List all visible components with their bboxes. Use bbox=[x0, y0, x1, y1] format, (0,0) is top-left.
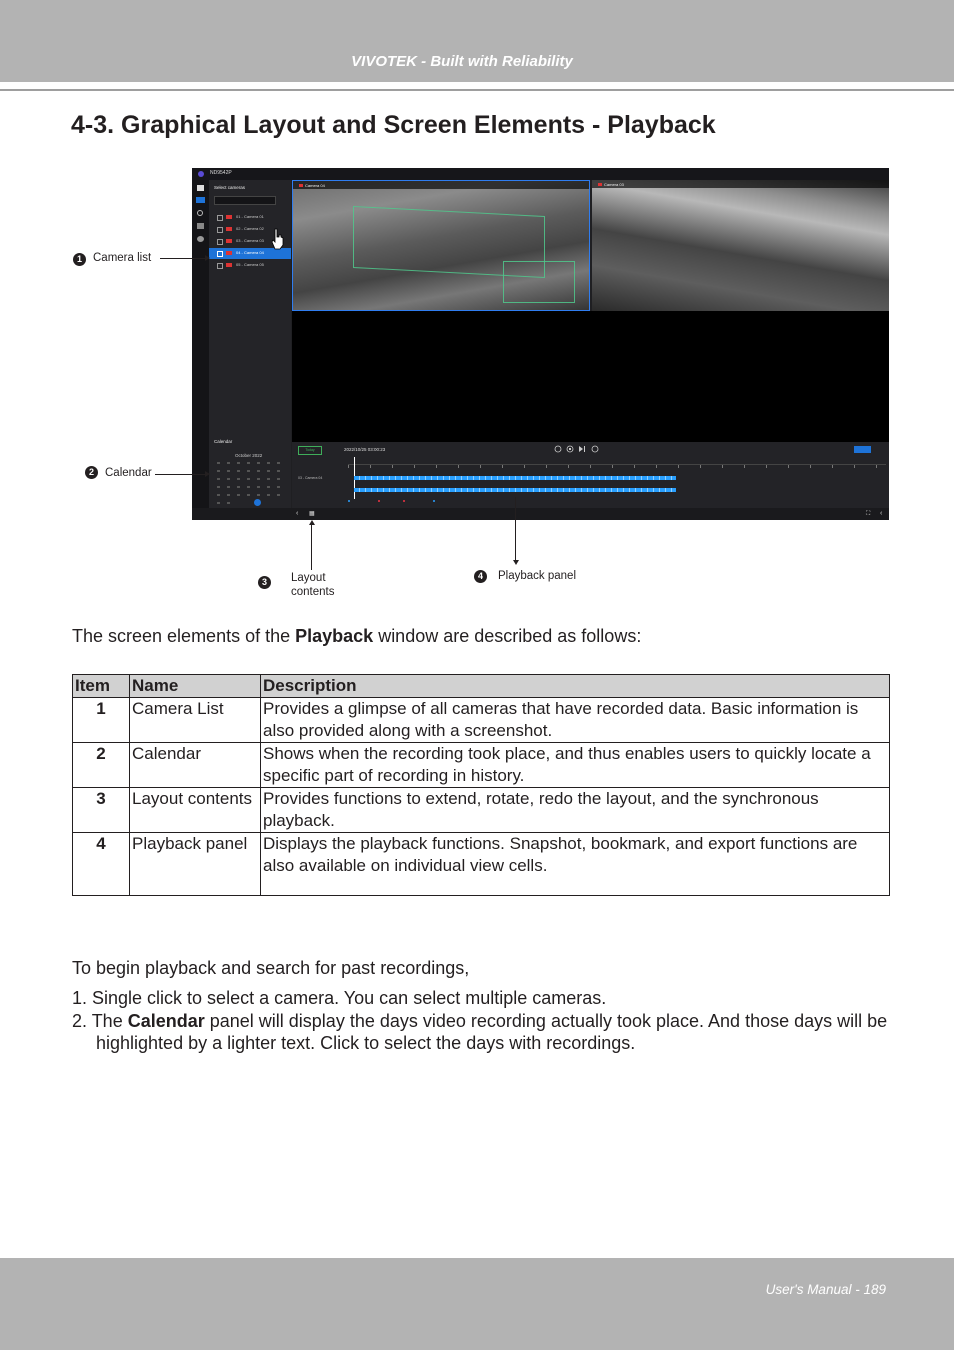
callout-number-1: 1 bbox=[73, 253, 86, 266]
app-topbar bbox=[192, 168, 889, 180]
camera-icon bbox=[226, 215, 232, 219]
header-brand: VIVOTEK - Built with Reliability bbox=[351, 53, 573, 70]
calendar-month: October 2022 bbox=[235, 453, 263, 458]
table-row bbox=[73, 743, 890, 788]
timeline-legend bbox=[348, 500, 548, 504]
callout-number-3: 3 bbox=[258, 576, 271, 589]
callout-label-layout bbox=[291, 571, 334, 599]
callout-label-layout-line2: contents bbox=[291, 586, 335, 598]
chevron-left-icon: ‹ bbox=[296, 510, 299, 517]
fullscreen-icon: ⛶ bbox=[866, 511, 871, 517]
today-button: Today bbox=[298, 446, 322, 455]
callout-label-calendar: Calendar bbox=[105, 467, 152, 479]
view-cell-1-title: Camera 04 bbox=[305, 182, 325, 188]
alarm-icon bbox=[197, 223, 204, 229]
intro-paragraph bbox=[72, 626, 641, 647]
page-footer bbox=[0, 1258, 954, 1350]
track-label: 03 - Camera 04 bbox=[298, 476, 323, 480]
playback-icon bbox=[196, 197, 205, 203]
camera-list-panel bbox=[209, 180, 291, 520]
left-icon-bar bbox=[192, 180, 209, 520]
page-header bbox=[0, 0, 954, 82]
row-item: 1 bbox=[73, 698, 130, 743]
step-2-text: 2. The bbox=[72, 1010, 128, 1031]
layout-grid-icon: ▦ bbox=[309, 511, 315, 517]
camera-checkbox bbox=[217, 239, 223, 245]
arrow-right-icon bbox=[205, 471, 210, 477]
calendar-grid bbox=[217, 462, 287, 512]
header-rule bbox=[0, 89, 954, 91]
step-2-bold: Calendar bbox=[127, 1010, 205, 1031]
export-button bbox=[854, 446, 871, 453]
camera-label: 02 - Camera 02 bbox=[236, 226, 264, 231]
camera-checkbox bbox=[217, 263, 223, 269]
row-description: Displays the playback functions. Snapshot, bookmark, and export functions are also available on individual view cells. bbox=[261, 833, 890, 896]
liveview-icon bbox=[197, 185, 204, 191]
playback-controls-icon bbox=[554, 445, 600, 453]
row-description: Provides functions to extend, rotate, redo the layout, and the synchronous playback. bbox=[261, 788, 890, 833]
header-description: Description bbox=[261, 675, 890, 698]
camera-icon bbox=[226, 227, 232, 231]
row-item: 4 bbox=[73, 833, 130, 896]
camera-label: 01 - Camera 01 bbox=[236, 214, 264, 219]
callout-label-camera-list: Camera list bbox=[93, 252, 152, 264]
callout-number-4: 4 bbox=[474, 570, 487, 583]
camera-icon bbox=[226, 239, 232, 243]
table-row bbox=[73, 698, 890, 743]
header-name: Name bbox=[130, 675, 261, 698]
step-2-text-end: panel will display the days video recording actually took place. And those days will be highlighted by a lighter text. Click to select the days with recordings. bbox=[96, 1010, 888, 1053]
section-title: 4-3. Graphical Layout and Screen Elements - Playback bbox=[71, 111, 716, 139]
view-cell-2-bar bbox=[592, 180, 889, 188]
camera-icon bbox=[226, 263, 232, 267]
view-cell-2 bbox=[592, 180, 889, 311]
camera-checkbox bbox=[217, 251, 223, 257]
hand-cursor-icon bbox=[271, 228, 285, 250]
camera-label: 03 - Camera 03 bbox=[236, 238, 264, 243]
select-cameras-title: Select cameras bbox=[214, 185, 246, 190]
layout-bar bbox=[192, 508, 889, 520]
footer-page-number: User's Manual - 189 bbox=[765, 1282, 886, 1297]
intro-bold: Playback bbox=[295, 626, 374, 646]
intro-text: The screen elements of the bbox=[72, 626, 296, 646]
search-icon bbox=[197, 210, 203, 216]
callout-line-4 bbox=[515, 497, 516, 561]
gear-icon bbox=[197, 236, 204, 242]
vivotek-logo-icon bbox=[198, 171, 204, 177]
detection-zone bbox=[503, 261, 575, 303]
step-1: 1. Single click to select a camera. You can select multiple cameras. bbox=[72, 988, 607, 1008]
row-name: Playback panel bbox=[130, 833, 261, 896]
calendar-selected-day bbox=[254, 499, 261, 506]
timeline-ruler bbox=[348, 464, 886, 471]
playback-time: 2022/10/25 03:00:23 bbox=[344, 447, 386, 452]
row-item: 3 bbox=[73, 788, 130, 833]
playback-screenshot bbox=[192, 168, 889, 520]
camera-label: 04 - Camera 04 bbox=[236, 250, 264, 255]
camera-row bbox=[209, 260, 291, 271]
chevron-left-icon: ‹ bbox=[880, 510, 883, 517]
callout-line-1 bbox=[160, 258, 206, 259]
row-description: Shows when the recording took place, and thus enables users to quickly locate a specific part of recording in history. bbox=[261, 743, 890, 788]
camera-row bbox=[209, 212, 291, 223]
playback-panel bbox=[292, 442, 889, 508]
arrow-down-icon bbox=[513, 560, 519, 565]
recording-track bbox=[354, 476, 676, 480]
camera-icon bbox=[226, 251, 232, 255]
step-2 bbox=[72, 1010, 892, 1055]
calendar-title: Calendar bbox=[214, 439, 233, 444]
device-name: ND9542P bbox=[210, 170, 232, 176]
elements-table bbox=[72, 674, 890, 896]
row-name: Layout contents bbox=[130, 788, 261, 833]
callout-line-2 bbox=[155, 474, 206, 475]
arrow-up-icon bbox=[309, 520, 315, 525]
callout-label-layout-line1: Layout bbox=[291, 572, 326, 584]
view-cell-1 bbox=[292, 180, 590, 311]
header-item: Item bbox=[73, 675, 130, 698]
callout-label-playback-panel: Playback panel bbox=[498, 570, 576, 582]
view-cell-2-title: Camera 03 bbox=[604, 181, 624, 187]
row-description: Provides a glimpse of all cameras that have recorded data. Basic information is also provided along with a screenshot. bbox=[261, 698, 890, 743]
camera-checkbox bbox=[217, 227, 223, 233]
camera-checkbox bbox=[217, 215, 223, 221]
row-item: 2 bbox=[73, 743, 130, 788]
empty-view-area bbox=[292, 311, 889, 442]
table-row bbox=[73, 833, 890, 896]
intro-text-end: window are described as follows: bbox=[373, 626, 642, 646]
camera-search-input bbox=[214, 196, 276, 205]
camera-label: 05 - Camera 05 bbox=[236, 262, 264, 267]
table-header-row bbox=[73, 675, 890, 698]
callout-number-2: 2 bbox=[85, 466, 98, 479]
arrow-right-icon bbox=[205, 255, 210, 261]
view-cell-1-bar bbox=[293, 181, 589, 189]
row-name: Camera List bbox=[130, 698, 261, 743]
table-row bbox=[73, 788, 890, 833]
begin-paragraph: To begin playback and search for past recordings, bbox=[72, 958, 470, 978]
steps-list bbox=[72, 987, 892, 1055]
camera-icon bbox=[299, 184, 303, 187]
recording-track bbox=[354, 488, 676, 492]
row-name: Calendar bbox=[130, 743, 261, 788]
camera-icon bbox=[598, 183, 602, 186]
callout-line-3 bbox=[311, 524, 312, 570]
